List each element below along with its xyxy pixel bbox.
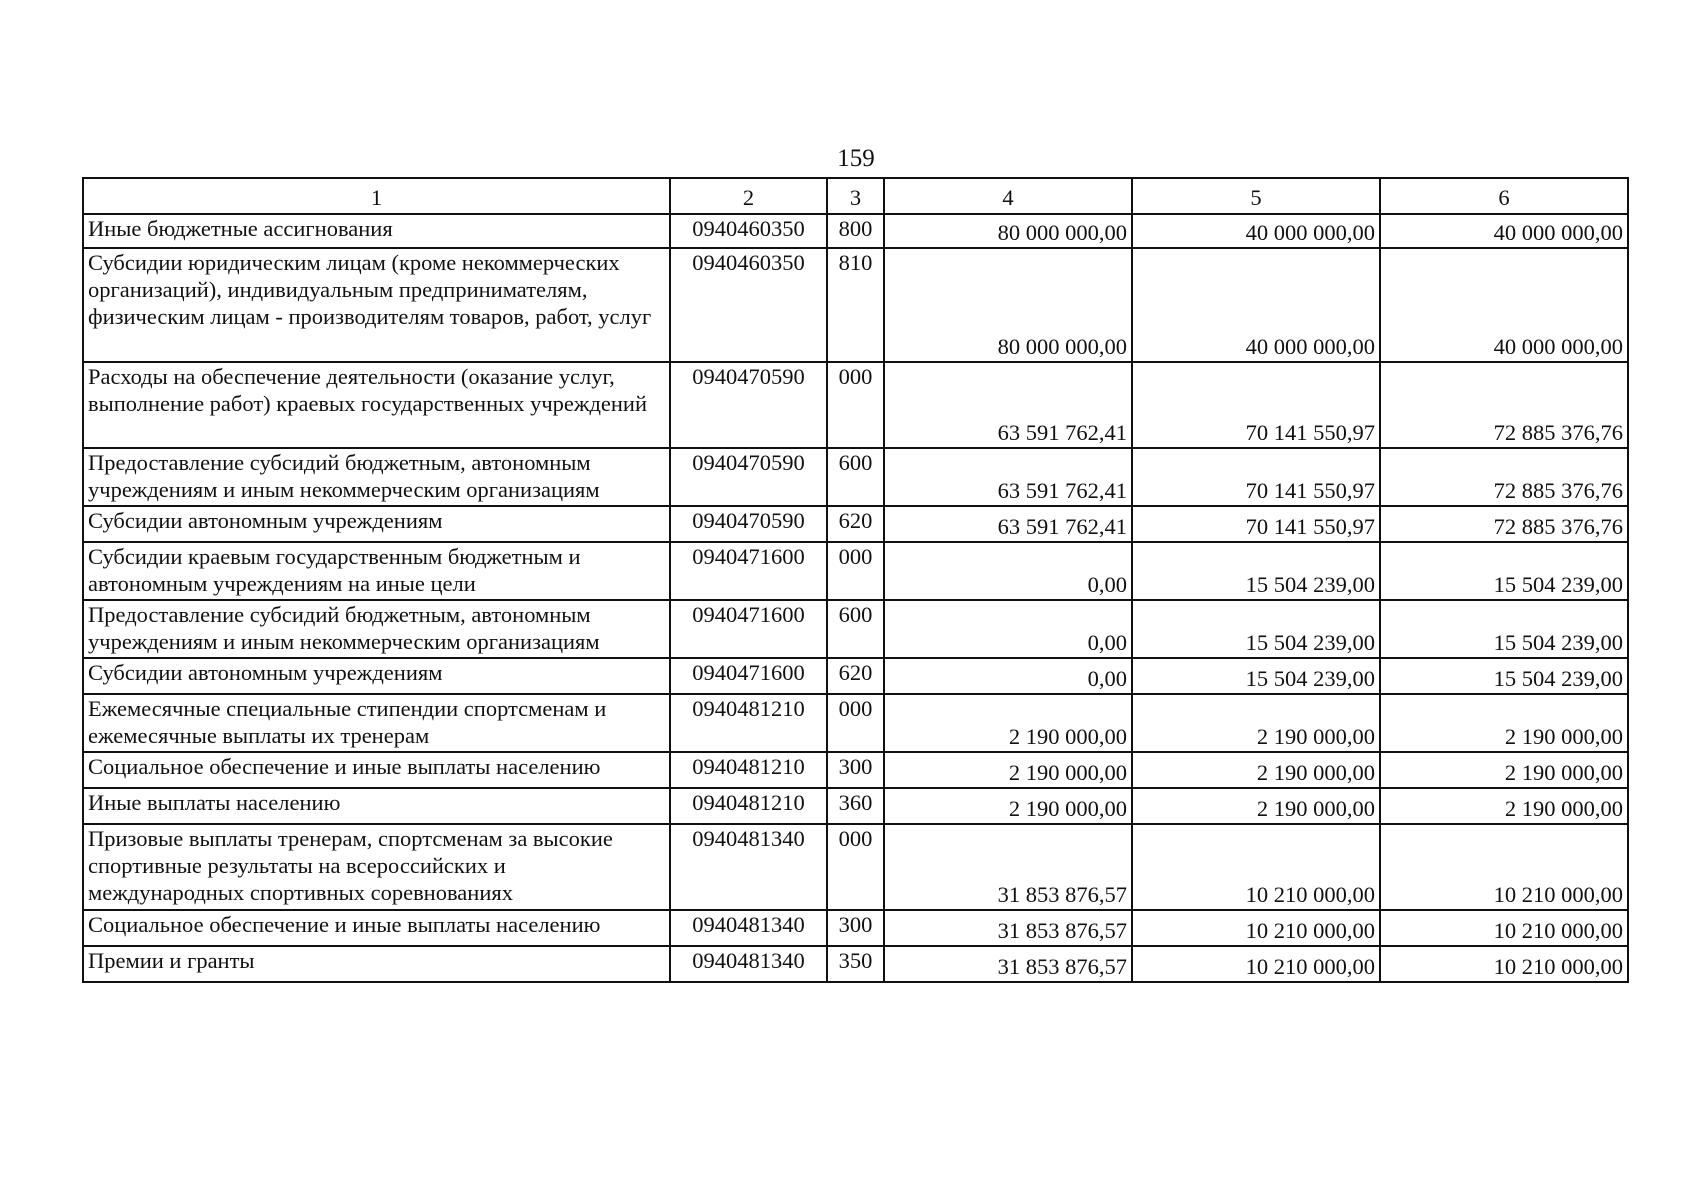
row-name: Социальное обеспечение и иные выплаты населению [83,752,670,788]
row-type: 350 [827,946,884,982]
row-type: 000 [827,694,884,752]
row-code: 0940481340 [670,946,827,982]
row-value-6: 40 000 000,00 [1380,248,1628,362]
row-name: Премии и гранты [83,946,670,982]
row-name: Субсидии автономным учреждениям [83,658,670,694]
column-header-5: 5 [1132,178,1380,214]
row-code: 0940481210 [670,694,827,752]
row-code: 0940470590 [670,448,827,506]
row-code: 0940460350 [670,248,827,362]
row-value-6: 10 210 000,00 [1380,910,1628,946]
table-row [83,694,1628,752]
row-type: 360 [827,788,884,824]
row-value-4: 31 853 876,57 [884,824,1132,910]
row-value-5: 2 190 000,00 [1132,788,1380,824]
table-row [83,248,1628,362]
column-header-6: 6 [1380,178,1628,214]
row-value-5: 15 504 239,00 [1132,600,1380,658]
row-value-5: 70 141 550,97 [1132,362,1380,448]
table-row [83,910,1628,946]
table-row [83,506,1628,542]
row-value-4: 80 000 000,00 [884,248,1132,362]
row-value-5: 40 000 000,00 [1132,214,1380,248]
row-value-5: 40 000 000,00 [1132,248,1380,362]
table-header-row [83,178,1628,214]
row-value-5: 10 210 000,00 [1132,946,1380,982]
row-value-4: 31 853 876,57 [884,946,1132,982]
row-value-5: 15 504 239,00 [1132,658,1380,694]
row-type: 000 [827,824,884,910]
row-value-6: 15 504 239,00 [1380,600,1628,658]
table-row [83,542,1628,600]
table-row [83,788,1628,824]
row-name: Иные бюджетные ассигнования [83,214,670,248]
row-type: 810 [827,248,884,362]
row-value-4: 0,00 [884,600,1132,658]
row-name: Предоставление субсидий бюджетным, автономным учреждениям и иным некоммерческим организациям [83,448,670,506]
row-name: Субсидии автономным учреждениям [83,506,670,542]
row-type: 800 [827,214,884,248]
row-type: 300 [827,910,884,946]
row-value-6: 72 885 376,76 [1380,362,1628,448]
row-value-6: 10 210 000,00 [1380,946,1628,982]
table-row [83,752,1628,788]
row-code: 0940470590 [670,506,827,542]
row-value-6: 72 885 376,76 [1380,506,1628,542]
row-value-5: 10 210 000,00 [1132,910,1380,946]
row-name: Иные выплаты населению [83,788,670,824]
row-code: 0940481340 [670,824,827,910]
row-code: 0940471600 [670,542,827,600]
row-value-4: 0,00 [884,658,1132,694]
table-row [83,448,1628,506]
row-type: 620 [827,658,884,694]
row-type: 600 [827,448,884,506]
column-header-3: 3 [827,178,884,214]
row-value-5: 70 141 550,97 [1132,448,1380,506]
column-header-2: 2 [670,178,827,214]
row-value-4: 0,00 [884,542,1132,600]
row-value-6: 72 885 376,76 [1380,448,1628,506]
row-code: 0940481210 [670,752,827,788]
row-name: Предоставление субсидий бюджетным, автономным учреждениям и иным некоммерческим организациям [83,600,670,658]
table-row [83,214,1628,248]
row-code: 0940471600 [670,600,827,658]
row-name: Субсидии юридическим лицам (кроме некоммерческих организаций), индивидуальным предпринимателям, физическим лицам - производителям товаров, работ, услуг [83,248,670,362]
row-value-4: 2 190 000,00 [884,788,1132,824]
row-code: 0940471600 [670,658,827,694]
row-value-4: 63 591 762,41 [884,448,1132,506]
row-value-4: 2 190 000,00 [884,694,1132,752]
page-number: 159 [837,145,875,172]
row-name: Субсидии краевым государственным бюджетным и автономным учреждениям на иные цели [83,542,670,600]
row-code: 0940470590 [670,362,827,448]
row-code: 0940481210 [670,788,827,824]
row-value-5: 2 190 000,00 [1132,694,1380,752]
row-value-4: 2 190 000,00 [884,752,1132,788]
row-code: 0940460350 [670,214,827,248]
row-value-6: 2 190 000,00 [1380,752,1628,788]
column-header-4: 4 [884,178,1132,214]
row-value-6: 40 000 000,00 [1380,214,1628,248]
row-value-4: 63 591 762,41 [884,362,1132,448]
row-type: 000 [827,362,884,448]
row-name: Призовые выплаты тренерам, спортсменам за высокие спортивные результаты на всероссийских и международных спортивных соревнованиях [83,824,670,910]
table-row [83,946,1628,982]
row-value-6: 15 504 239,00 [1380,658,1628,694]
row-value-6: 10 210 000,00 [1380,824,1628,910]
row-value-6: 2 190 000,00 [1380,694,1628,752]
row-value-4: 80 000 000,00 [884,214,1132,248]
row-type: 620 [827,506,884,542]
row-name: Социальное обеспечение и иные выплаты населению [83,910,670,946]
row-value-5: 70 141 550,97 [1132,506,1380,542]
row-code: 0940481340 [670,910,827,946]
row-name: Расходы на обеспечение деятельности (оказание услуг, выполнение работ) краевых государственных учреждений [83,362,670,448]
row-type: 600 [827,600,884,658]
table-row [83,362,1628,448]
row-value-5: 2 190 000,00 [1132,752,1380,788]
row-name: Ежемесячные специальные стипендии спортсменам и ежемесячные выплаты их тренерам [83,694,670,752]
row-value-4: 31 853 876,57 [884,910,1132,946]
column-header-1: 1 [83,178,670,214]
row-type: 300 [827,752,884,788]
budget-table [82,177,1629,983]
row-value-6: 15 504 239,00 [1380,542,1628,600]
row-value-5: 15 504 239,00 [1132,542,1380,600]
table-row [83,600,1628,658]
row-value-6: 2 190 000,00 [1380,788,1628,824]
table-row [83,824,1628,910]
row-type: 000 [827,542,884,600]
row-value-5: 10 210 000,00 [1132,824,1380,910]
table-row [83,658,1628,694]
row-value-4: 63 591 762,41 [884,506,1132,542]
